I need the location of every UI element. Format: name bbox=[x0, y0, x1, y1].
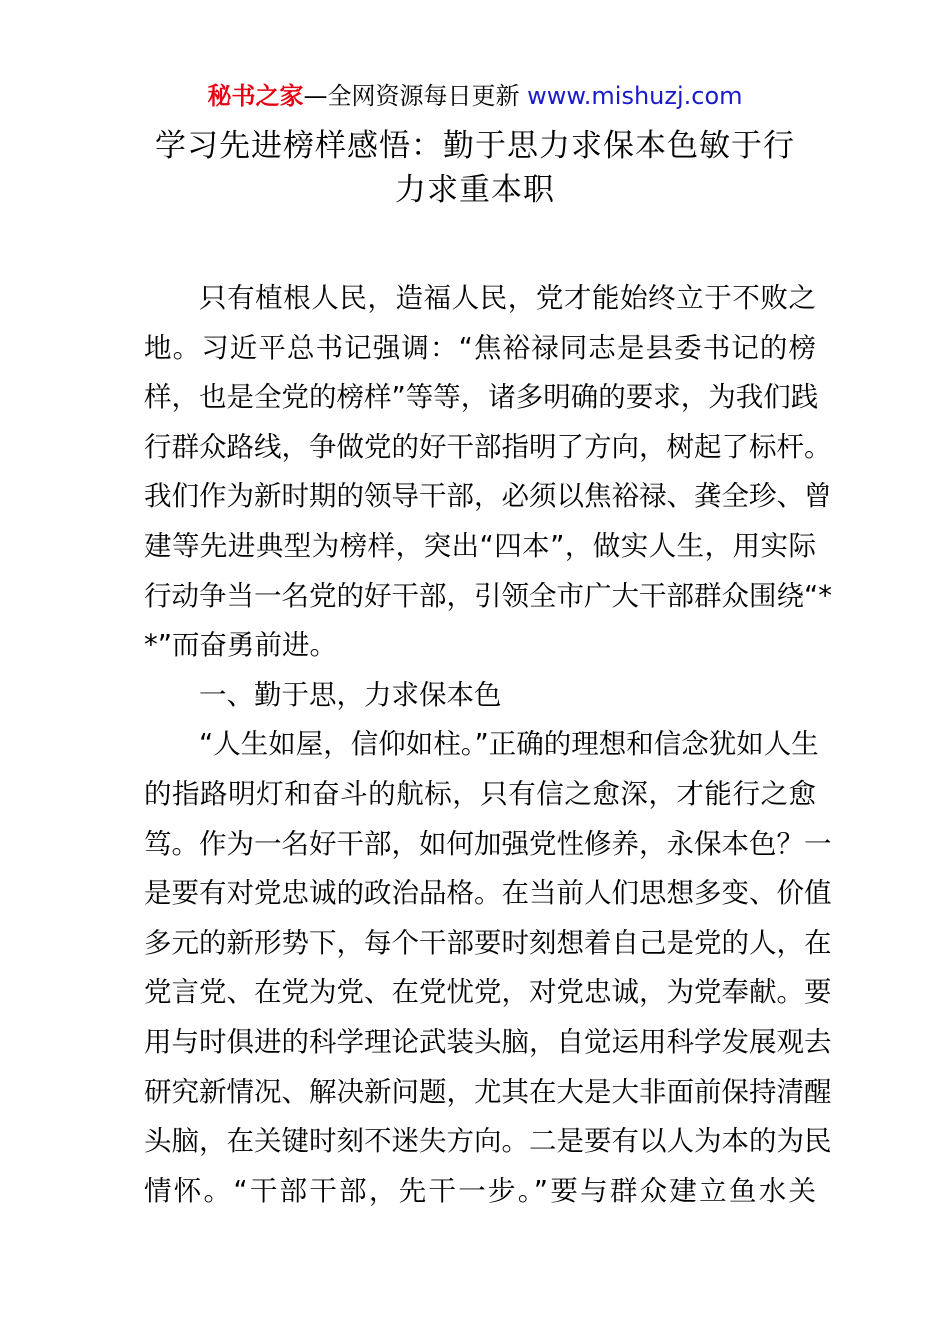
paragraph-1-line: *”而奋勇前进。 bbox=[144, 629, 337, 662]
paragraph-2-line: 用与时俱进的科学理论武装头脑，自觉运用科学发展观去 bbox=[144, 1025, 832, 1058]
paragraph-2-line: 头脑，在关键时刻不迷失方向。二是要有以人为本的为民 bbox=[144, 1125, 832, 1158]
document-title bbox=[140, 124, 810, 212]
site-url-link[interactable]: www.mishuzj.com bbox=[527, 82, 743, 110]
paragraph-2-line: 研究新情况、解决新问题，尤其在大是大非面前保持清醒 bbox=[144, 1075, 832, 1108]
paragraph-2-line: 多元的新形势下，每个干部要时刻想着自己是党的人，在 bbox=[144, 926, 832, 959]
paragraph-2-line: 情怀。“干部干部，先干一步。”要与群众建立鱼水关 bbox=[144, 1174, 816, 1207]
section-heading: 一、勤于思，力求保本色 bbox=[199, 678, 502, 711]
paragraph-1-line: 样，也是全党的榜样”等等，诸多明确的要求，为我们践 bbox=[144, 381, 819, 414]
paragraph-1-line: 行动争当一名党的好干部，引领全市广大干部群众围绕“* bbox=[144, 579, 832, 612]
document-body bbox=[144, 274, 832, 1216]
paragraph-1-line: 地。习近平总书记强调：“焦裕禄同志是县委书记的榜 bbox=[144, 331, 816, 364]
paragraph-2-line: 的指路明灯和奋斗的航标，只有信之愈深，才能行之愈 bbox=[144, 777, 816, 810]
paragraph-2-line: 是要有对党忠诚的政治品格。在当前人们思想多变、价值 bbox=[144, 877, 832, 910]
site-header bbox=[0, 78, 950, 114]
paragraph-1-line: 只有植根人民，造福人民，党才能始终立于不败之 bbox=[199, 282, 816, 314]
paragraph-1-line: 行群众路线，争做党的好干部指明了方向，树起了标杆。 bbox=[144, 430, 832, 463]
site-tagline: —全网资源每日更新 bbox=[303, 82, 528, 110]
paragraph-2-line: “人生如屋，信仰如柱。”正确的理想和信念犹如人生 bbox=[199, 728, 819, 761]
paragraph-1-line: 建等先进典型为榜样，突出“四本”，做实人生，用实际 bbox=[144, 529, 816, 562]
title-line-1: 学习先进榜样感悟：勤于思力求保本色敏于行 bbox=[155, 128, 795, 164]
paragraph-2-line: 党言党、在党为党、在党忧党，对党忠诚，为党奉献。要 bbox=[144, 976, 832, 1009]
paragraph-2-line: 笃。作为一名好干部，如何加强党性修养，永保本色？一 bbox=[144, 827, 832, 860]
site-brand: 秘书之家 bbox=[207, 82, 304, 110]
title-line-2: 力求重本职 bbox=[395, 172, 555, 208]
paragraph-1-line: 我们作为新时期的领导干部，必须以焦裕禄、龚全珍、曾 bbox=[144, 480, 832, 513]
